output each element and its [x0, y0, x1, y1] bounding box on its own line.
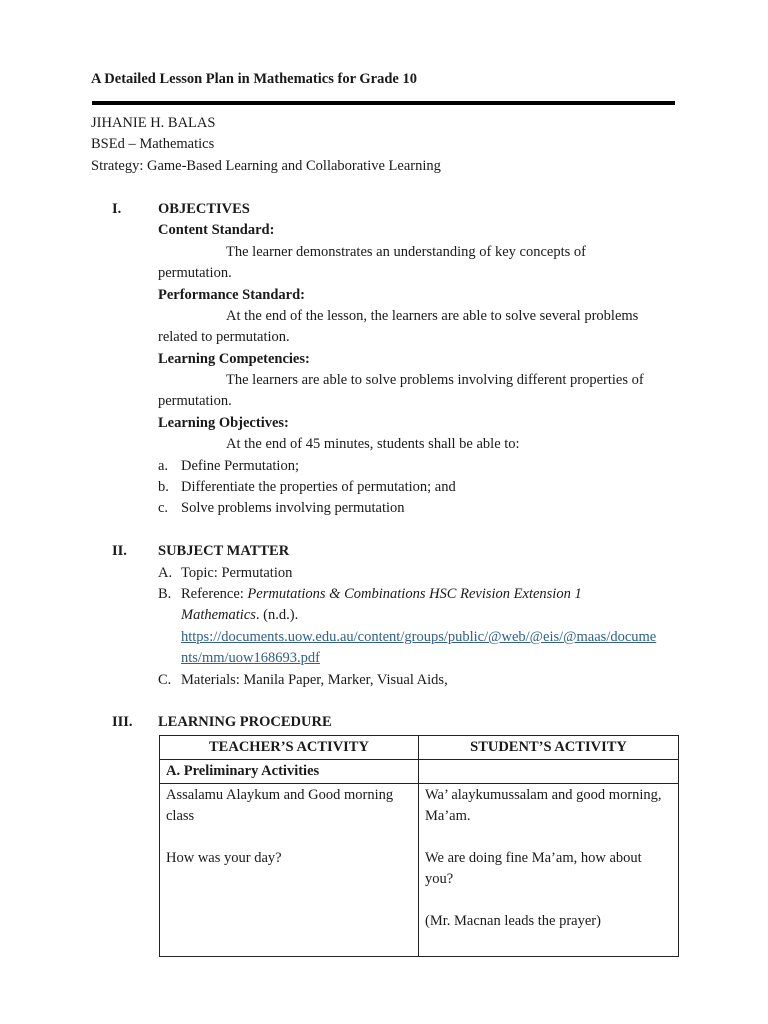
list-item: Differentiate the properties of permutation; and [181, 479, 456, 495]
list-item-marker: C. [158, 672, 172, 688]
learning-objectives-label: Learning Objectives: [158, 415, 289, 431]
performance-standard-text: At the end of the lesson, the learners are able to solve several problems [226, 308, 639, 324]
section-numeral-procedure: III. [112, 714, 133, 730]
student-answer: We are doing fine Ma’am, how about [425, 850, 642, 866]
reference-title: Permutations & Combinations HSC Revision Extension 1 [247, 586, 582, 602]
document-title: A Detailed Lesson Plan in Mathematics for Grade 10 [91, 71, 417, 87]
reference-text-cont [181, 605, 298, 626]
competencies-text-cont: permutation. [158, 393, 232, 409]
student-prayer: (Mr. Macnan leads the prayer) [425, 913, 601, 929]
materials-text: Materials: Manila Paper, Marker, Visual Aids, [181, 672, 448, 688]
performance-standard-label: Performance Standard: [158, 287, 305, 303]
table-row [160, 784, 679, 957]
competencies-text: The learners are able to solve problems involving different properties of [226, 372, 644, 388]
list-item: Define Permutation; [181, 458, 299, 474]
section-numeral-subject-matter: II. [112, 543, 127, 559]
procedure-table [159, 735, 679, 957]
reference-suffix: . (n.d.). [255, 607, 299, 623]
teacher-greeting: Assalamu Alaykum and Good morning [166, 787, 394, 803]
reference-url-link[interactable]: https://documents.uow.edu.au/content/groups/public/@web/@eis/@maas/docume [181, 629, 657, 645]
table-header-row [160, 736, 679, 760]
author-name: JIHANIE H. BALAS [91, 115, 216, 131]
competencies-label: Learning Competencies: [158, 351, 310, 367]
column-header-student: STUDENT’S ACTIVITY [419, 736, 679, 760]
section-heading-objectives: OBJECTIVES [158, 201, 250, 217]
list-item-marker: b. [158, 479, 169, 495]
section-heading-subject-matter: SUBJECT MATTER [158, 543, 290, 559]
reference-prefix: Reference: [181, 586, 248, 602]
content-standard-label: Content Standard: [158, 222, 275, 238]
content-standard-text-cont: permutation. [158, 265, 232, 281]
teacher-greeting-cont: class [166, 808, 195, 824]
reference-text [181, 584, 582, 605]
list-item-marker: B. [158, 586, 172, 602]
table-row [160, 760, 679, 784]
strategy-label: Strategy: Game-Based Learning and Collaborative Learning [91, 158, 441, 174]
teacher-question: How was your day? [166, 850, 282, 866]
list-item-marker: a. [158, 458, 169, 474]
content-standard-text: The learner demonstrates an understanding of key concepts of [226, 244, 586, 260]
empty-cell [419, 760, 679, 784]
student-activity-cell [419, 784, 679, 957]
student-greeting-cont: Ma’am. [425, 808, 471, 824]
section-numeral-objectives: I. [112, 201, 122, 217]
performance-standard-text-cont: related to permutation. [158, 329, 290, 345]
column-header-teacher: TEACHER’S ACTIVITY [160, 736, 419, 760]
student-greeting: Wa’ alaykumussalam and good morning, [425, 787, 662, 803]
list-item-marker: A. [158, 565, 173, 581]
title-divider [92, 101, 675, 105]
reference-title-cont: Mathematics [181, 607, 256, 623]
student-answer-cont: you? [425, 871, 454, 887]
reference-url-link-cont[interactable]: nts/mm/uow168693.pdf [181, 650, 320, 666]
section-a-label: A. Preliminary Activities [160, 760, 419, 784]
learning-objectives-intro: At the end of 45 minutes, students shall be able to: [226, 436, 520, 452]
list-item-marker: c. [158, 500, 169, 516]
list-item: Solve problems involving permutation [181, 500, 405, 516]
section-heading-procedure: LEARNING PROCEDURE [158, 714, 332, 730]
course-label: BSEd – Mathematics [91, 136, 215, 152]
topic-text: Topic: Permutation [181, 565, 293, 581]
teacher-activity-cell [160, 784, 419, 957]
